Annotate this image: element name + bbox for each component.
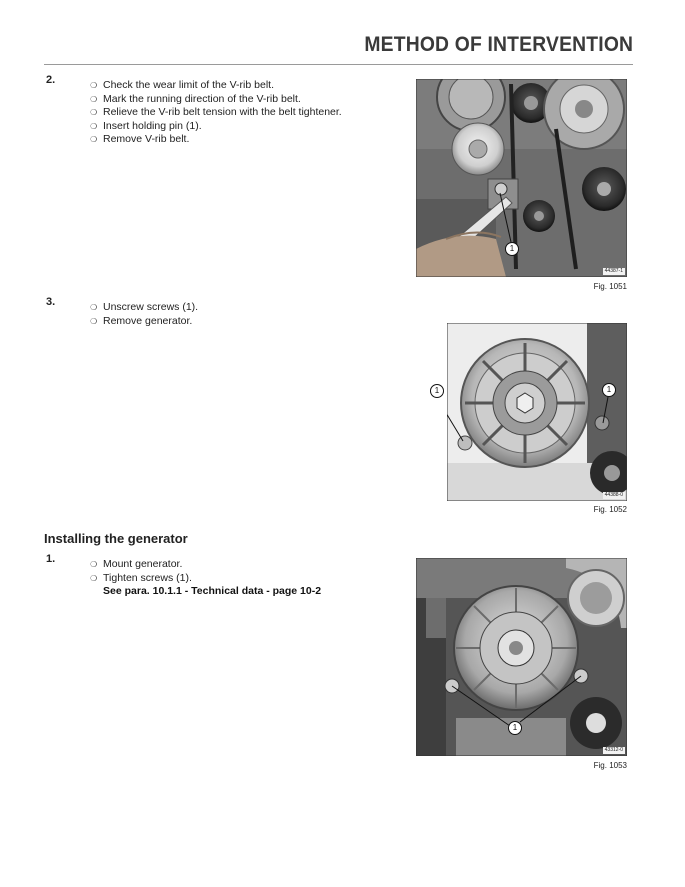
callout-marker: 1 [602,383,616,397]
callout-leader-line [447,323,627,501]
bullet-icon: ❍ [90,108,98,118]
figure-code: 43312-0 [604,747,623,753]
bullet-icon: ❍ [90,94,98,104]
step-instructions [90,558,192,585]
step-number: 3. [46,296,56,308]
header-divider [44,64,633,65]
callout-marker: 1 [508,721,522,735]
figure-generator-mounted [416,558,627,756]
figure-generator-screws [447,323,627,501]
step-instructions [90,301,198,328]
bullet-icon: ❍ [90,303,98,312]
instruction-item: ❍ Remove V-rib belt. [90,133,190,146]
technical-data-reference[interactable]: See para. 10.1.1 - Technical data - page 10-2 [103,585,322,597]
figure-code: 44388-0 [604,492,623,498]
callout-leader-line [416,79,627,277]
figure-caption: Fig. 1051 [593,282,627,291]
bullet-icon: ❍ [90,121,98,131]
step-instructions [90,79,342,147]
instruction-item: ❍ Insert holding pin (1). [90,119,202,132]
section-heading: Installing the generator [44,531,188,546]
bullet-icon: ❍ [90,135,98,145]
step-number: 1. [46,553,56,565]
bullet-icon: ❍ [90,573,98,583]
callout-marker: 1 [505,242,519,256]
instruction-item: ❍ Mount generator. [90,558,183,570]
step-number: 2. [46,74,56,86]
figure-belt-tensioner [416,79,627,277]
figure-caption: Fig. 1052 [593,505,627,514]
bullet-icon: ❍ [90,560,98,569]
bullet-icon: ❍ [90,316,98,326]
page-title: METHOD OF INTERVENTION [364,33,633,56]
figure-caption: Fig. 1053 [593,761,627,770]
instruction-item: ❍ Unscrew screws (1). [90,301,199,313]
bullet-icon: ❍ [90,81,98,90]
instruction-item: ❍ Tighten screws (1). [90,571,192,584]
instruction-item: ❍ Mark the running direction of the V-rib belt. [90,92,301,105]
instruction-item: ❍ Relieve the V-rib belt tension with the belt tightener. [90,106,342,119]
instruction-item: ❍ Remove generator. [90,314,193,327]
instruction-item: ❍ Check the wear limit of the V-rib belt. [90,79,274,91]
callout-marker: 1 [430,384,444,398]
figure-code: 44387-1 [604,268,623,274]
